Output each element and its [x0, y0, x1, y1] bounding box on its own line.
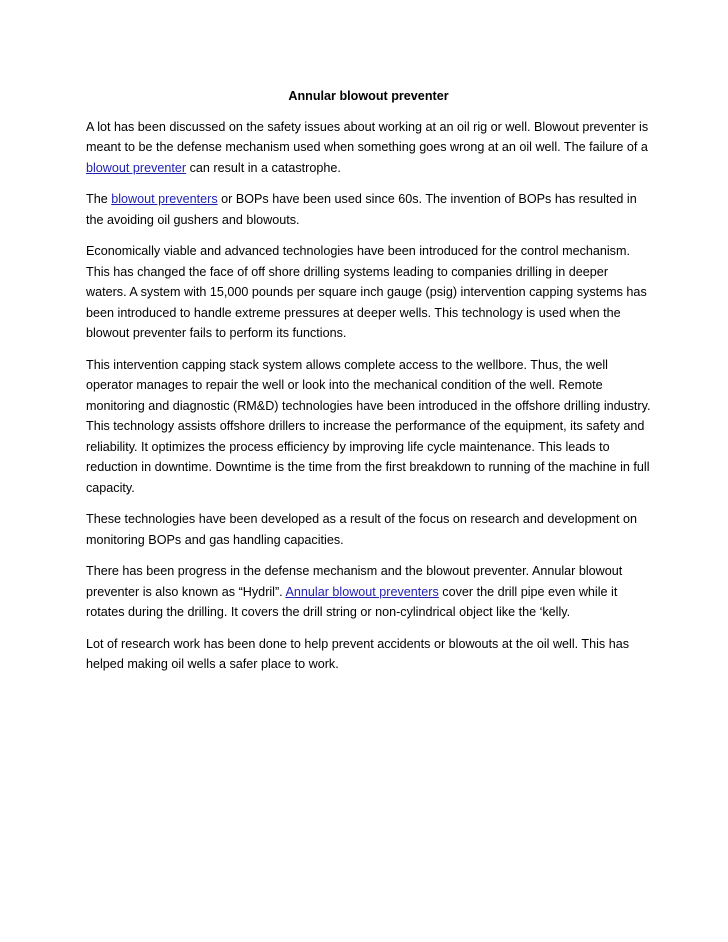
paragraph-text: The [86, 192, 112, 206]
document-page [86, 86, 651, 686]
paragraph-text: A lot has been discussed on the safety issues about working at an oil rig or well. Blowout preventer is meant to be the defense mechanism used when something goes wrong at an oil well. The failure of a [86, 119, 649, 154]
paragraph-capping-stack: This intervention capping stack system allows complete access to the wellbore. Thus, the well operator manages to repair the well or look into the mechanical condition of the well. Remote monitoring and diagnostic (RM&D) technologies have been introduced in the offshore drilling industry. This technology assists offshore drillers to increase the performance of the equipment, its safety and reliability. It optimizes the process efficiency by improving life cycle maintenance. This leads to reduction in downtime. Downtime is the time from the first breakdown to running of the machine in full capacity. [86, 357, 651, 495]
link-blowout-preventers[interactable]: blowout preventers [111, 192, 218, 206]
paragraph-annular-bop [86, 561, 651, 623]
paragraph-text: There has been progress in the defense mechanism and the blowout preventer. Annular blowout preventer is also known as “Hydril”. [86, 564, 623, 599]
link-annular-blowout-preventers[interactable]: Annular blowout preventers [285, 584, 439, 599]
paragraph-intro [86, 117, 651, 179]
paragraph-bops-history [86, 189, 651, 230]
document-title: Annular blowout preventer [288, 89, 449, 103]
paragraph-text: cover the drill pipe even while it rotates during the drilling. It covers the drill string or non-cylindrical object like the ‘kelly. [86, 584, 618, 619]
paragraph-text: or BOPs have been used since 60s. The invention of BOPs has resulted in the avoiding oil gushers and blowouts. [86, 192, 637, 227]
link-blowout-preventer[interactable]: blowout preventer [86, 160, 187, 175]
paragraph-research-focus: These technologies have been developed as a result of the focus on research and development on monitoring BOPs and gas handling capacities. [86, 512, 638, 547]
paragraph-text: can result in a catastrophe. [186, 160, 341, 175]
paragraph-conclusion: Lot of research work has been done to help prevent accidents or blowouts at the oil well. This has helped making oil wells a safer place to work. [86, 636, 630, 671]
paragraph-technologies: Economically viable and advanced technologies have been introduced for the control mechanism. This has changed the face of off shore drilling systems leading to companies drilling in deeper waters. A system with 15,000 pounds per square inch gauge (psig) intervention capping systems has been introduced to handle extreme pressures at deeper wells. This technology is used when the blowout preventer fails to perform its functions. [86, 244, 647, 340]
